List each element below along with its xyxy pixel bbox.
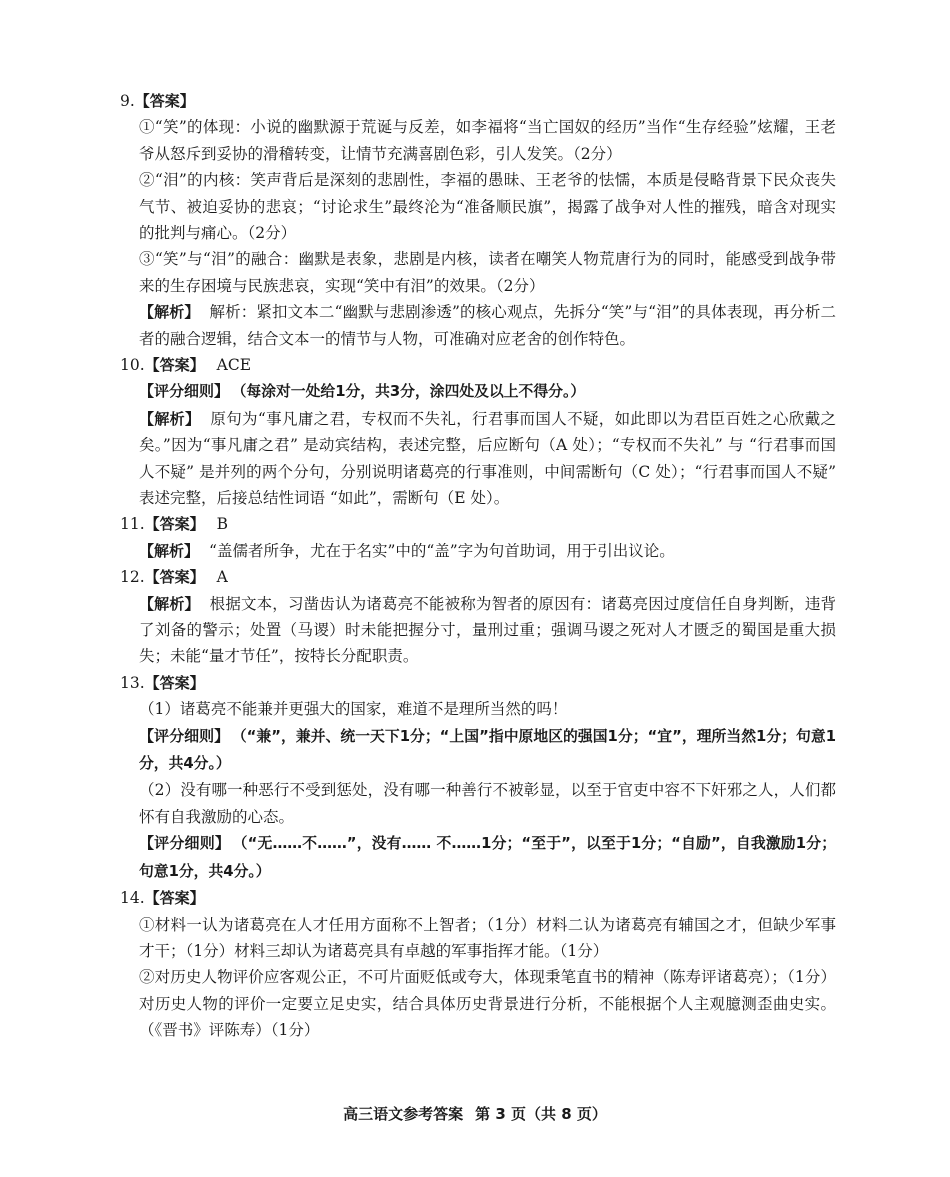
analysis-text: 解析：紧扣文本二“幽默与悲剧渗透”的核心观点，先拆分“笑”与“泪”的具体表现，再分析二者的融合逻辑，结合文本一的情节与人物，可准确对应老舍的创作特色。: [139, 303, 836, 348]
answer-paragraph: （2）没有哪一种恶行不受到惩处，没有哪一种善行不被彰显，以至于官吏中容不下奸邪之人，人们都怀有自我激励的心态。: [139, 781, 836, 826]
answer-value: A: [216, 568, 228, 587]
analysis-text: “盖儒者所争，尤在于名实”中的“盖”字为句首助词，用于引出议论。: [209, 541, 675, 560]
scoring-rule-text: （“兼”，兼并、统一天下1分；“上国”指中原地区的强国1分；“宜”，理所当然1分；句意1分，共4分。）: [139, 727, 836, 773]
question-number: 12.: [120, 568, 145, 587]
analysis-paragraph: [139, 538, 836, 564]
answer-tag: 【答案】: [144, 889, 205, 908]
question-9-header: [120, 88, 836, 114]
answer-paragraph: （1）诸葛亮不能兼并更强大的国家，难道不是理所当然的吗！: [139, 700, 568, 719]
question-number: 13.: [120, 673, 145, 692]
answer-value: B: [216, 515, 229, 534]
page-footer: [0, 1103, 950, 1125]
scoring-rule-tag: 【评分细则】: [139, 726, 230, 745]
answer-value: ACE: [216, 356, 252, 375]
question-10: [120, 352, 836, 511]
scoring-rule-tag: 【评分细则】: [139, 834, 231, 853]
analysis-tag: 【解析】: [139, 594, 200, 613]
scoring-rule-paragraph: [139, 723, 836, 778]
question-14-header: [120, 885, 836, 911]
analysis-text: 原句为“事凡庸之君，专权而不失礼，行君事而国人不疑，如此即以为君臣百姓之心欣戴之矣。”因为“事凡庸之君” 是动宾结构，表述完整，后应断句（A 处）；“专权而不失礼” 与 “行君事而国人不疑” 是并列的两个分句，分别说明诸葛亮的行事准则，中间需断句（C 处）；“行君事而国人不疑” 表述完整，后接总结性词语 “如此”，需断句（E 处）。: [139, 409, 836, 508]
answer-content: [120, 88, 836, 1044]
answer-tag: 【答案】: [144, 515, 205, 534]
question-13: [120, 670, 836, 885]
answer-paragraph: ②对历史人物评价应客观公正，不可片面贬低或夸大，体现秉笔直书的精神（陈寿评诸葛亮）；（1分）对历史人物的评价一定要立足史实，结合具体历史背景进行分析，不能根据个人主观臆测歪曲史实。（《晋书》评陈寿）（1分）: [139, 968, 836, 1040]
answer-tag: 【答案】: [144, 673, 205, 692]
answer-tag: 【答案】: [144, 356, 205, 375]
scoring-rule-tag: 【评分细则】: [139, 382, 230, 401]
analysis-paragraph: [139, 406, 836, 512]
question-12-header: [120, 564, 836, 590]
question-number: 14.: [120, 889, 145, 908]
question-number: 9.: [120, 92, 135, 110]
question-14: [120, 885, 836, 1043]
analysis-tag: 【解析】: [139, 541, 200, 560]
answer-tag: 【答案】: [144, 568, 205, 587]
analysis-paragraph: [139, 591, 836, 670]
answer-paragraph: ②“泪”的内核：笑声背后是深刻的悲剧性，李福的愚昧、王老爷的怯懦，本质是侵略背景下民众丧失气节、被迫妥协的悲哀；“讨论求生”最终沦为“准备顺民旗”，揭露了战争对人性的摧残，暗含对现实的批判与痛心。（2分）: [139, 171, 836, 243]
question-12: [120, 564, 836, 670]
question-11-header: [120, 511, 836, 537]
question-10-header: [120, 352, 836, 378]
scoring-rule-text: （每涂对一处给1分，共3分，涂四处及以上不得分。）: [239, 383, 586, 401]
scoring-rule-paragraph: [139, 830, 836, 885]
analysis-tag: 【解析】: [139, 409, 201, 428]
question-number: 11.: [120, 515, 145, 534]
answer-paragraph: ③“笑”与“泪”的融合：幽默是表象，悲剧是内核，读者在嘲笑人物荒唐行为的同时，能感受到战争带来的生存困境与民族悲哀，实现“笑中有泪”的效果。（2分）: [139, 250, 836, 295]
analysis-tag: 【解析】: [139, 303, 200, 322]
question-13-header: [120, 670, 836, 696]
answer-paragraph: ①材料一认为诸葛亮在人才任用方面称不上智者；（1分）材料二认为诸葛亮有辅国之才，但缺少军事才干；（1分）材料三却认为诸葛亮具有卓越的军事指挥才能。（1分）: [139, 915, 836, 960]
analysis-paragraph: [139, 299, 836, 352]
question-9: [120, 88, 836, 352]
footer-page-number: 第 3 页（共 8 页）: [475, 1105, 607, 1123]
scoring-rule-text: （“无……不……”，没有…… 不……1分；“至于”，以至于1分；“自励”，自我激励1分；句意1分，共4分。）: [139, 835, 836, 880]
question-number: 10.: [120, 356, 145, 375]
question-11: [120, 511, 836, 564]
analysis-text: 根据文本，习凿齿认为诸葛亮不能被称为智者的原因有：诸葛亮因过度信任自身判断，违背了刘备的警示；处置（马谡）时未能把握分寸，量刑过重；强调马谡之死对人才匮乏的蜀国是重大损失；未能“量才节任”，按特长分配职责。: [139, 594, 836, 666]
footer-title: 高三语文参考答案: [343, 1105, 464, 1123]
answer-paragraph: ①“笑”的体现：小说的幽默源于荒诞与反差，如李福将“当亡国奴的经历”当作“生存经验”炫耀，王老爷从怒斥到妥协的滑稽转变，让情节充满喜剧色彩，引人发笑。（2分）: [139, 118, 836, 163]
scoring-rule-paragraph: [139, 378, 836, 405]
answer-tag: 【答案】: [134, 92, 195, 110]
